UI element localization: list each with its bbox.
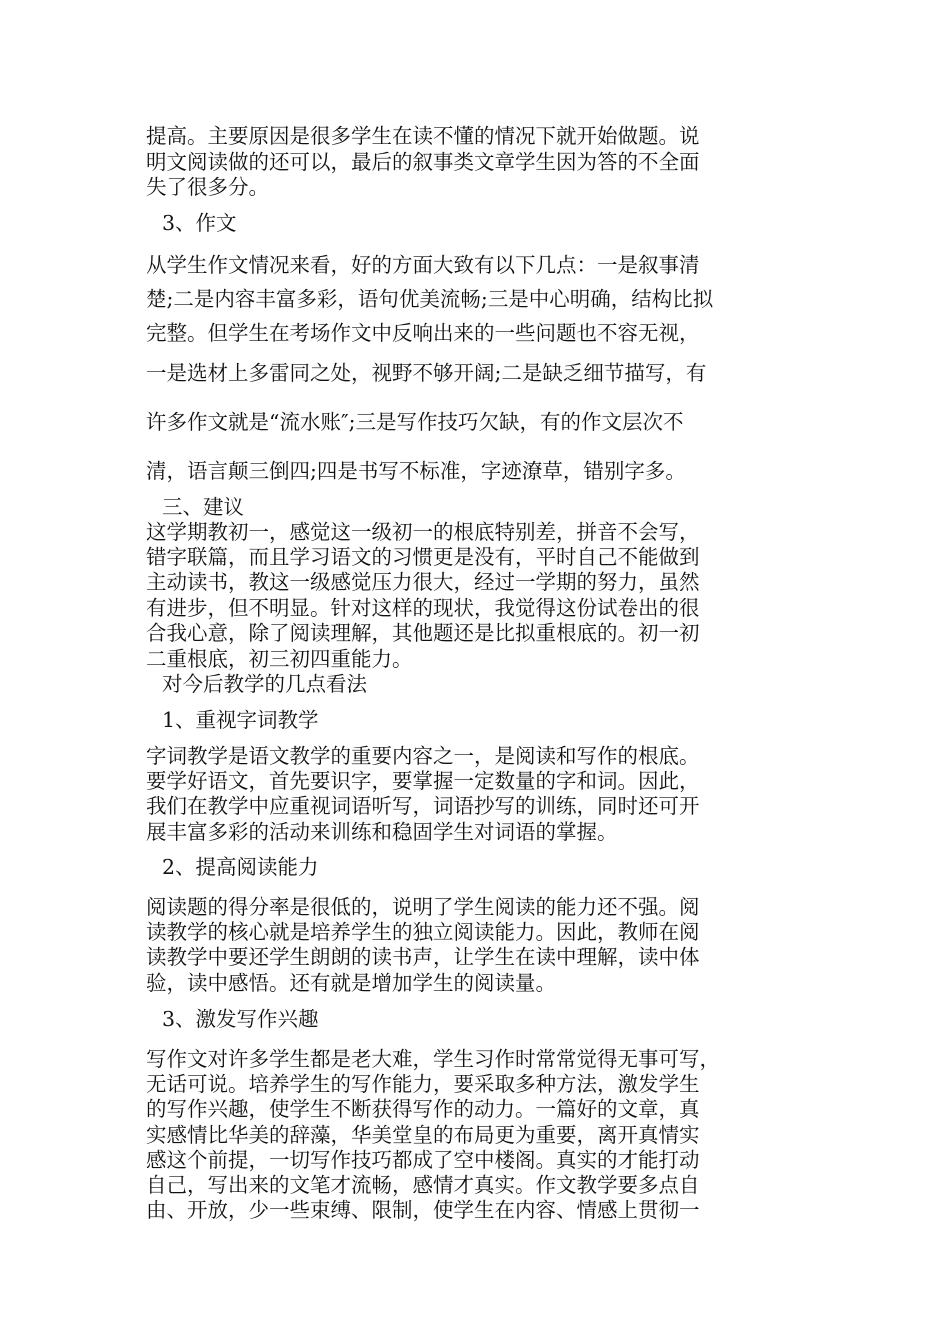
- composition-line: 一是选材上多雷同之处，视野不够开阔;二是缺乏细节描写，有: [146, 361, 707, 385]
- writing-line: 自己，写出来的文笔才流畅，感情才真实。作文教学要多点自: [146, 1173, 700, 1197]
- vocab-line: 我们在教学中应重视词语听写，词语抄写的训练，同时还可开: [146, 794, 700, 818]
- reading-line: 读教学中要还学生朗朗的读书声，让学生在读中理解，读中体: [146, 945, 700, 969]
- composition-line: 完整。但学生在考场作文中反响出来的一些问题也不容无视，: [146, 321, 700, 345]
- suggestions-line: 这学期教初一，感觉这一级初一的根底特别差，拼音不会写，: [146, 520, 700, 544]
- composition-line: 楚;二是内容丰富多彩，语句优美流畅;三是中心明确，结构比拟: [146, 287, 714, 311]
- suggestions-line: 主动读书，教这一级感觉压力很大，经过一学期的努力，虽然: [146, 570, 700, 594]
- writing-line: 无话可说。培养学生的写作能力，要采取多种方法，激发学生: [146, 1072, 700, 1096]
- reading-heading: 2、提高阅读能力: [162, 855, 319, 879]
- suggestions-heading: 三、建议: [162, 495, 244, 519]
- composition-line: 许多作文就是“流水账″;三是写作技巧欠缺，有的作文层次不: [146, 410, 684, 434]
- vocab-heading: 1、重视字词教学: [162, 708, 319, 732]
- writing-line: 实感情比华美的辞藻，华美堂皇的布局更为重要，离开真情实: [146, 1123, 700, 1147]
- composition-line: 清，语言颠三倒四;四是书写不标准，字迹潦草，错别字多。: [146, 459, 686, 483]
- reading-line: 验，读中感悟。还有就是增加学生的阅读量。: [146, 971, 556, 995]
- intro-line: 明文阅读做的还可以，最后的叙事类文章学生因为答的不全面: [146, 150, 700, 174]
- vocab-line: 展丰富多彩的活动来训练和稳固学生对词语的掌握。: [146, 820, 618, 844]
- writing-line: 的写作兴趣，使学生不断获得写作的动力。一篇好的文章，真: [146, 1097, 700, 1121]
- reading-line: 阅读题的得分率是很低的，说明了学生阅读的能力还不强。阅: [146, 895, 700, 919]
- composition-line: 从学生作文情况来看，好的方面大致有以下几点：一是叙事清: [146, 253, 700, 277]
- composition-heading: 3、作文: [162, 211, 237, 235]
- suggestions-line: 错字联篇，而且学习语文的习惯更是没有，平时自己不能做到: [146, 545, 700, 569]
- writing-line: 感这个前提，一切写作技巧都成了空中楼阁。真实的才能打动: [146, 1148, 700, 1172]
- writing-line: 写作文对许多学生都是老大难，学生习作时常常觉得无事可写，: [146, 1047, 720, 1071]
- views-heading: 对今后教学的几点看法: [162, 672, 367, 696]
- suggestions-line: 有进步，但不明显。针对这样的现状，我觉得这份试卷出的很: [146, 596, 700, 620]
- vocab-line: 要学好语文，首先要识字，要掌握一定数量的字和词。因此，: [146, 769, 700, 793]
- intro-line: 失了很多分。: [146, 175, 269, 199]
- reading-line: 读教学的核心就是培养学生的独立阅读能力。因此，教师在阅: [146, 920, 700, 944]
- suggestions-line: 合我心意，除了阅读理解，其他题还是比拟重根底的。初一初: [146, 621, 700, 645]
- writing-line: 由、开放，少一些束缚、限制，使学生在内容、情感上贯彻一: [146, 1198, 700, 1222]
- vocab-line: 字词教学是语文教学的重要内容之一，是阅读和写作的根底。: [146, 744, 700, 768]
- intro-line: 提高。主要原因是很多学生在读不懂的情况下就开始做题。说: [146, 124, 700, 148]
- writing-heading: 3、激发写作兴趣: [162, 1007, 319, 1031]
- suggestions-line: 二重根底，初三初四重能力。: [146, 647, 413, 671]
